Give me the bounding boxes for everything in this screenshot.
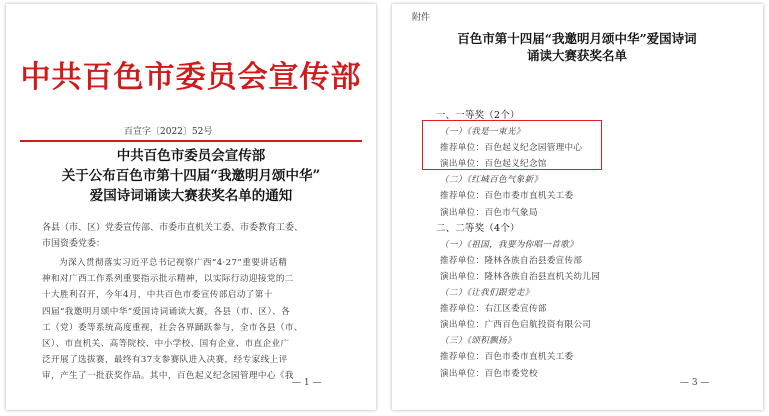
- entry-detail: 推荐单位：隆林各族自治县委宣传部: [440, 255, 583, 266]
- prize-heading: 一、一等奖（2个）: [436, 110, 520, 121]
- page-number: — 1 —: [292, 378, 322, 388]
- notice-title-line: 关于公布百色市第十四届“我邀明月颂中华”: [61, 168, 321, 184]
- list-title-line: 百色市第十四届“我邀明月颂中华”爱国诗词: [457, 31, 697, 46]
- salutation: [42, 220, 342, 252]
- entry-title: （一）《祖国，我要为你唱一首歌》: [440, 239, 579, 250]
- entry-detail: 推荐单位：百色起义纪念园管理中心: [440, 143, 583, 154]
- highlight-box: [422, 120, 602, 170]
- body-line: 区）、市直机关、高等院校、中小学校、国有企业、市直企业广: [42, 339, 290, 350]
- document-number: 百宣字〔2022〕52号: [124, 127, 213, 137]
- body-line: 工（党）委等系统高度重视，社会各界踊跃参与，全市各县（市、: [42, 322, 303, 333]
- list-title-line: 诵读大赛获奖名单: [526, 48, 627, 63]
- entry-title: （二）《让我们跟党走》: [440, 288, 534, 299]
- notice-title: [36, 146, 346, 206]
- body-line: 审，产生了一批获奖作品。其中，百色起义纪念园管理中心《我: [42, 371, 294, 382]
- annex-label: 附件: [412, 13, 431, 23]
- entry-detail: 演出单位：隆林各族自治县直机关幼儿园: [440, 271, 601, 282]
- prize-heading: 二、二等奖（4个）: [436, 222, 520, 234]
- page-number: — 3 —: [680, 378, 710, 388]
- entry-title: （一）《我是一束光》: [440, 127, 525, 138]
- red-divider-line: [20, 140, 362, 142]
- body-line: 泛开展了选拔赛，最终有37支参赛队进入决赛，经专家线上评: [42, 355, 288, 366]
- agency-title: 中共百色市委员会宣传部: [20, 60, 362, 95]
- salutation-line: 各县（市、区）党委宣传部、市委市直机关工委、市委教育工委、: [42, 223, 304, 233]
- body-line: 四届“我邀明月颂中华”爱国诗词诵读大赛，各县（市、区）、各: [42, 306, 291, 317]
- entry-detail: 推荐单位：右江区委宣传部: [440, 304, 547, 315]
- notice-body: [42, 255, 342, 385]
- body-line: 神和对广西工作系列重要指示批示精神，以实际行动迎接党的二: [42, 274, 294, 285]
- document-page-left: [6, 4, 376, 410]
- salutation-line: 市国资委党委：: [42, 239, 106, 249]
- entry-detail: 演出单位：广西百色启航投资有限公司: [440, 320, 592, 331]
- notice-title-line: 中共百色市委员会宣传部: [116, 148, 266, 164]
- entry-detail: 演出单位：百色市气象局: [440, 207, 538, 218]
- entry-detail: 推荐单位：百色市委市直机关工委: [440, 191, 574, 202]
- entry-title: （三）《颂积飘扬》: [440, 336, 516, 347]
- body-line: 为深入贯彻落实习近平总书记视察广西“4·27”重要讲话精: [59, 258, 288, 268]
- entry-detail: 推荐单位：百色市委市直机关工委: [440, 352, 574, 363]
- entry-detail: 演出单位：百色市委党校: [440, 368, 538, 379]
- body-line: 十大胜利召开，今年4月，中共百色市委宣传部启动了第十: [42, 290, 273, 301]
- document-page-right: [392, 4, 763, 410]
- notice-title-line: 爱国诗词诵读大赛获奖名单的通知: [89, 188, 293, 204]
- award-list-title: [402, 30, 752, 64]
- entry-title: （二）《红城百色气象新》: [440, 175, 543, 186]
- entry-detail: 演出单位：百色起义纪念馆: [440, 159, 547, 170]
